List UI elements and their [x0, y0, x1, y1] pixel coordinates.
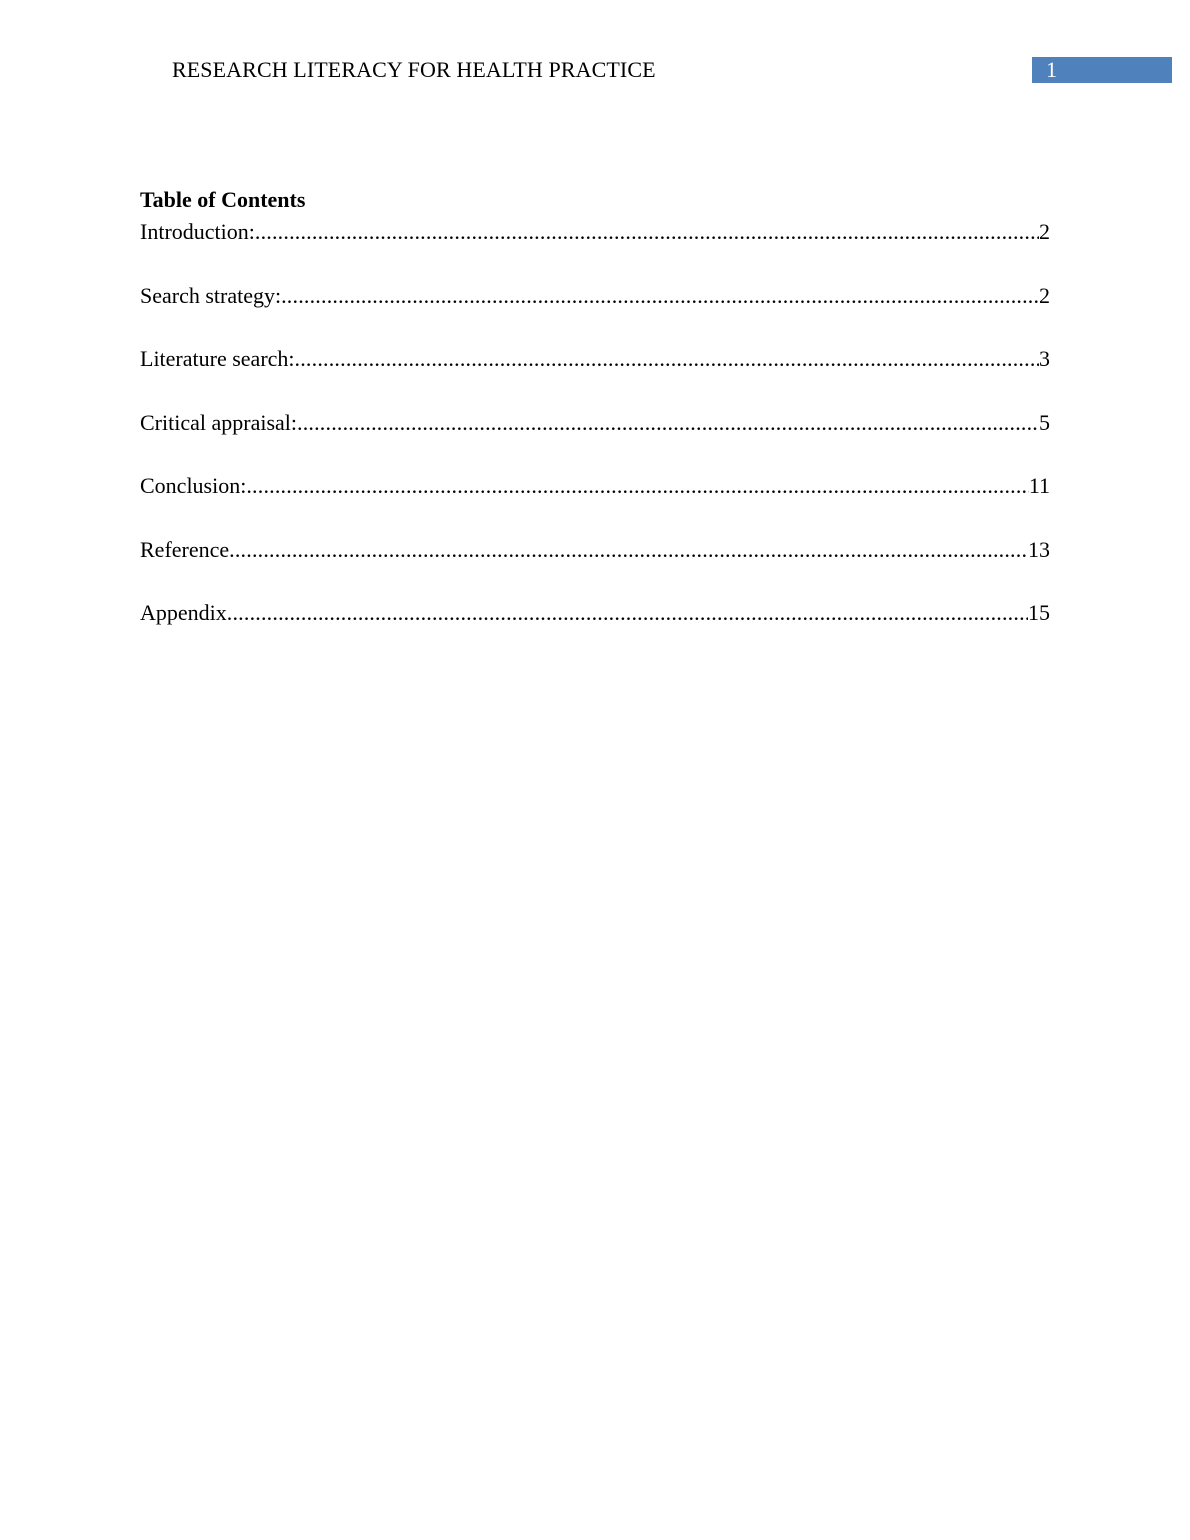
toc-dot-leader: [246, 470, 1028, 502]
toc-dot-leader: [297, 407, 1039, 439]
toc-entry-critical-appraisal[interactable]: [140, 407, 1050, 439]
running-head: RESEARCH LITERACY FOR HEALTH PRACTICE: [172, 57, 656, 82]
toc-dot-leader: [227, 597, 1028, 629]
toc-dot-leader: [295, 343, 1039, 375]
toc-entry-page: 3: [1039, 346, 1050, 371]
toc-entry-page: 5: [1039, 409, 1050, 435]
toc-entry-title: Introduction:: [140, 219, 255, 244]
toc-entry-search-strategy[interactable]: [140, 280, 1050, 312]
toc-entry-page: 2: [1039, 282, 1050, 308]
toc-entry-conclusion[interactable]: [140, 470, 1050, 502]
page-number: 1: [1046, 57, 1057, 82]
toc-entry-page: 13: [1028, 536, 1050, 562]
table-of-contents: [140, 185, 1050, 661]
toc-heading: Table of Contents: [140, 187, 306, 212]
toc-dot-leader: [281, 280, 1039, 312]
toc-entry-page: 2: [1039, 219, 1050, 244]
toc-dot-leader: [255, 216, 1039, 248]
toc-dot-leader: [229, 534, 1028, 566]
toc-entry-page: 15: [1028, 600, 1050, 625]
toc-entry-title: Literature search:: [140, 346, 295, 371]
toc-entry-literature-search[interactable]: [140, 343, 1050, 375]
toc-entry-title: Conclusion:: [140, 473, 247, 498]
page-number-badge: [1032, 57, 1172, 83]
toc-entry-title: Critical appraisal:: [140, 409, 297, 435]
toc-entry-introduction[interactable]: [140, 216, 1050, 248]
toc-entries: [140, 216, 1050, 629]
toc-entry-title: Reference: [140, 536, 230, 562]
toc-entry-title: Appendix: [140, 600, 227, 625]
toc-entry-page: 11: [1028, 473, 1050, 498]
toc-entry-appendix[interactable]: [140, 597, 1050, 629]
toc-entry-reference[interactable]: [140, 534, 1050, 566]
toc-entry-title: Search strategy:: [140, 282, 282, 308]
